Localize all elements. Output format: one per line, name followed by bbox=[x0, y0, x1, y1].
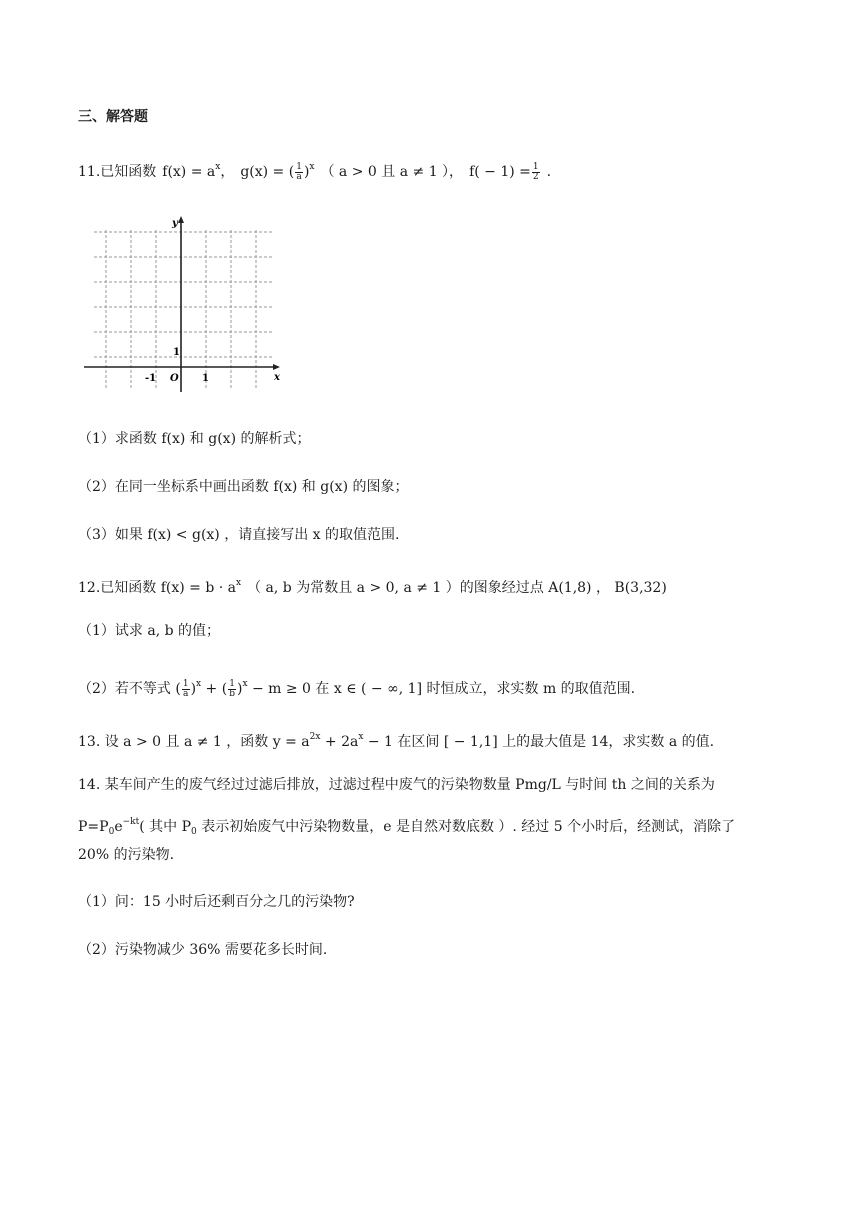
q11-g-def-open: g(x) = ( bbox=[240, 164, 295, 180]
coordinate-grid-figure bbox=[78, 210, 288, 395]
q11-end: . bbox=[546, 164, 552, 180]
section-heading: 三、解答题 bbox=[78, 109, 148, 125]
q12-exp: x bbox=[236, 578, 242, 588]
q14-part-2: （2）污染物减少 36% 需要花多长时间. bbox=[78, 942, 328, 958]
q12-fraction-a: $\frac{1}{a}$ bbox=[182, 678, 189, 699]
q11-number: 11. bbox=[78, 164, 101, 180]
q11-f-exp: x bbox=[215, 162, 221, 172]
x-axis-label: x bbox=[274, 372, 280, 383]
q11-g-exp: x bbox=[309, 162, 315, 172]
q11-condition: （ a > 0 且 a ≠ 1 ）， bbox=[320, 164, 464, 180]
q11-part-3: （3）如果 f(x) < g(x) ，请直接写出 x 的取值范围. bbox=[78, 527, 400, 543]
tick-label-y: 1 bbox=[173, 347, 180, 358]
q11-f-value: f( − 1) = bbox=[469, 164, 531, 180]
x-axis-arrow bbox=[273, 364, 280, 370]
tick-label-x-negative: -1 bbox=[145, 373, 157, 384]
question-13: 13. 设 a > 0 且 a ≠ 1 ，函数 $y = a^{2x} + 2a^x - 1$ 在区间 [ − 1,1] 上的最大值是 14，求实数 a 的值. bbox=[78, 732, 715, 750]
q12-text-b: （ a, b 为常数且 a > 0, a ≠ 1 ）的图象经过点 A(1,8) ， B(3,32) bbox=[247, 580, 667, 596]
y-axis-arrow bbox=[178, 216, 184, 223]
question-14-line-3: 20% 的污染物. bbox=[78, 847, 175, 863]
q11-sep: ， bbox=[220, 164, 235, 180]
q12-part-2: （2）若不等式 ( $\frac{1}{a}$ )$^x$ + ( $\frac{1}{b}$ )$^x$ − m ≥ 0 在 x ∈ ( − ∞, 1] 时恒成立，求实数 m 的取值范围. bbox=[78, 678, 636, 699]
q12-number: 12. bbox=[78, 580, 101, 596]
q11-part-1: （1）求函数 f(x) 和 g(x) 的解析式； bbox=[78, 431, 311, 447]
question-12-stem bbox=[78, 573, 667, 598]
tick-label-x-positive: 1 bbox=[202, 373, 209, 384]
q11-f-def: f(x) = a bbox=[162, 164, 216, 180]
q11-text: 已知函数 bbox=[100, 164, 157, 180]
q11-g-def-close: ) bbox=[303, 164, 310, 180]
question-14-line-1: 14. 某车间产生的废气经过过滤后排放，过滤过程中废气的污染物数量 Pmg/L 与时间 th 之间的关系为 bbox=[78, 777, 715, 793]
origin-label: O bbox=[170, 373, 179, 384]
q11-g-fraction: $\frac{1}{a}$ bbox=[296, 161, 302, 182]
y-axis-label: y bbox=[172, 218, 178, 229]
q12-fraction-b: $\frac{1}{b}$ bbox=[229, 678, 235, 699]
question-14-line-2: $P=P_0e^{-kt}$( 其中 $P_0$ 表示初始废气中污染物数量，e 是自然对数底数 ）. 经过 5 个小时后，经测试，消除了 bbox=[78, 817, 736, 837]
q14-part-1: （1）问：15 小时后还剩百分之几的污染物? bbox=[78, 894, 355, 910]
q13-exp-x: x bbox=[358, 732, 364, 742]
q13-exp-2x: 2x bbox=[309, 732, 321, 742]
q12-text-a: 已知函数 f(x) = b · a bbox=[100, 580, 237, 596]
question-11-stem bbox=[78, 157, 551, 182]
grid-lines bbox=[94, 230, 274, 388]
q11-value-fraction: $\frac{1}{2}$ bbox=[532, 161, 539, 182]
q12-part-1: （1）试求 a, b 的值； bbox=[78, 623, 221, 639]
q11-part-2: （2）在同一坐标系中画出函数 f(x) 和 g(x) 的图象； bbox=[78, 479, 409, 495]
